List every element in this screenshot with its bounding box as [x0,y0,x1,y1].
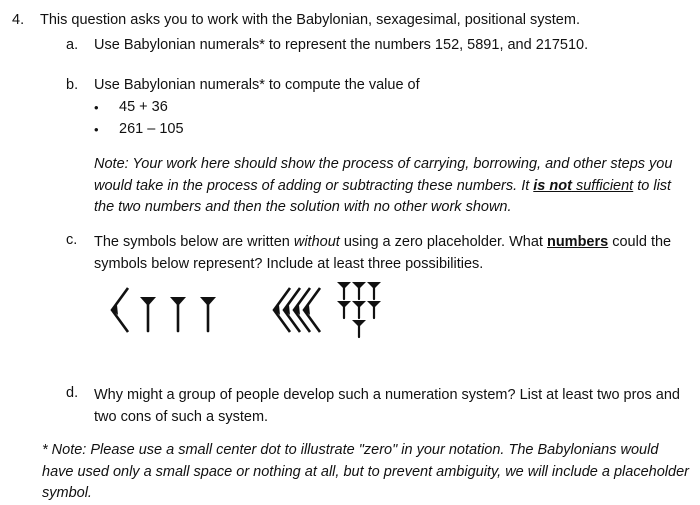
one-wedge-icon [170,297,186,331]
part-b-label: b. [66,77,79,93]
footnote: * Note: Please use a small center dot to illustrate "zero" in your notation. The Babylonians would have used only a small space or nothing at all, but to prevent ambiguity, we will include a placeholder symbol. [42,442,689,501]
cuneiform-group-2 [274,282,381,337]
part-b-item-1: 45 + 36 [119,99,168,115]
one-wedge-icon [352,282,366,299]
bullet-icon: • [94,100,99,115]
one-wedge-icon [140,297,156,331]
part-c-label: c. [66,232,78,248]
one-wedge-icon [352,320,366,337]
part-a-text: Use Babylonian numerals* to represent the numbers 152, 5891, and 217510. [94,37,589,53]
question-intro: This question asks you to work with the Babylonian, sexagesimal, positional system. [40,12,580,28]
part-d-text: Why might a group of people develop such a numeration system? List at least two pros and two cons of such a system. [94,387,680,425]
part-b-text: Use Babylonian numerals* to compute the value of [94,77,420,93]
one-wedge-icon [337,301,351,318]
part-b-note: Note: Your work here should show the process of carrying, borrowing, and other steps you would take in the process of adding or subtracting these numbers. It is not sufficient to list the two numbers and then the solution with no other work shown. [94,156,673,215]
question-number: 4. [12,12,25,28]
one-wedge-icon [352,301,366,318]
one-wedge-icon [367,301,381,318]
one-wedge-icon [367,282,381,299]
one-wedge-icon [337,282,351,299]
bullet-icon: • [94,122,99,137]
cuneiform-group-1 [112,288,216,332]
part-d-label: d. [66,385,79,401]
ten-wedge-icon [112,288,128,332]
part-c-text: The symbols below are written without using a zero placeholder. What numbers could the symbols below represent? Include at least three possibilities. [94,234,672,272]
one-wedge-icon [200,297,216,331]
part-a-label: a. [66,37,79,53]
part-b-item-2: 261 – 105 [119,121,184,137]
